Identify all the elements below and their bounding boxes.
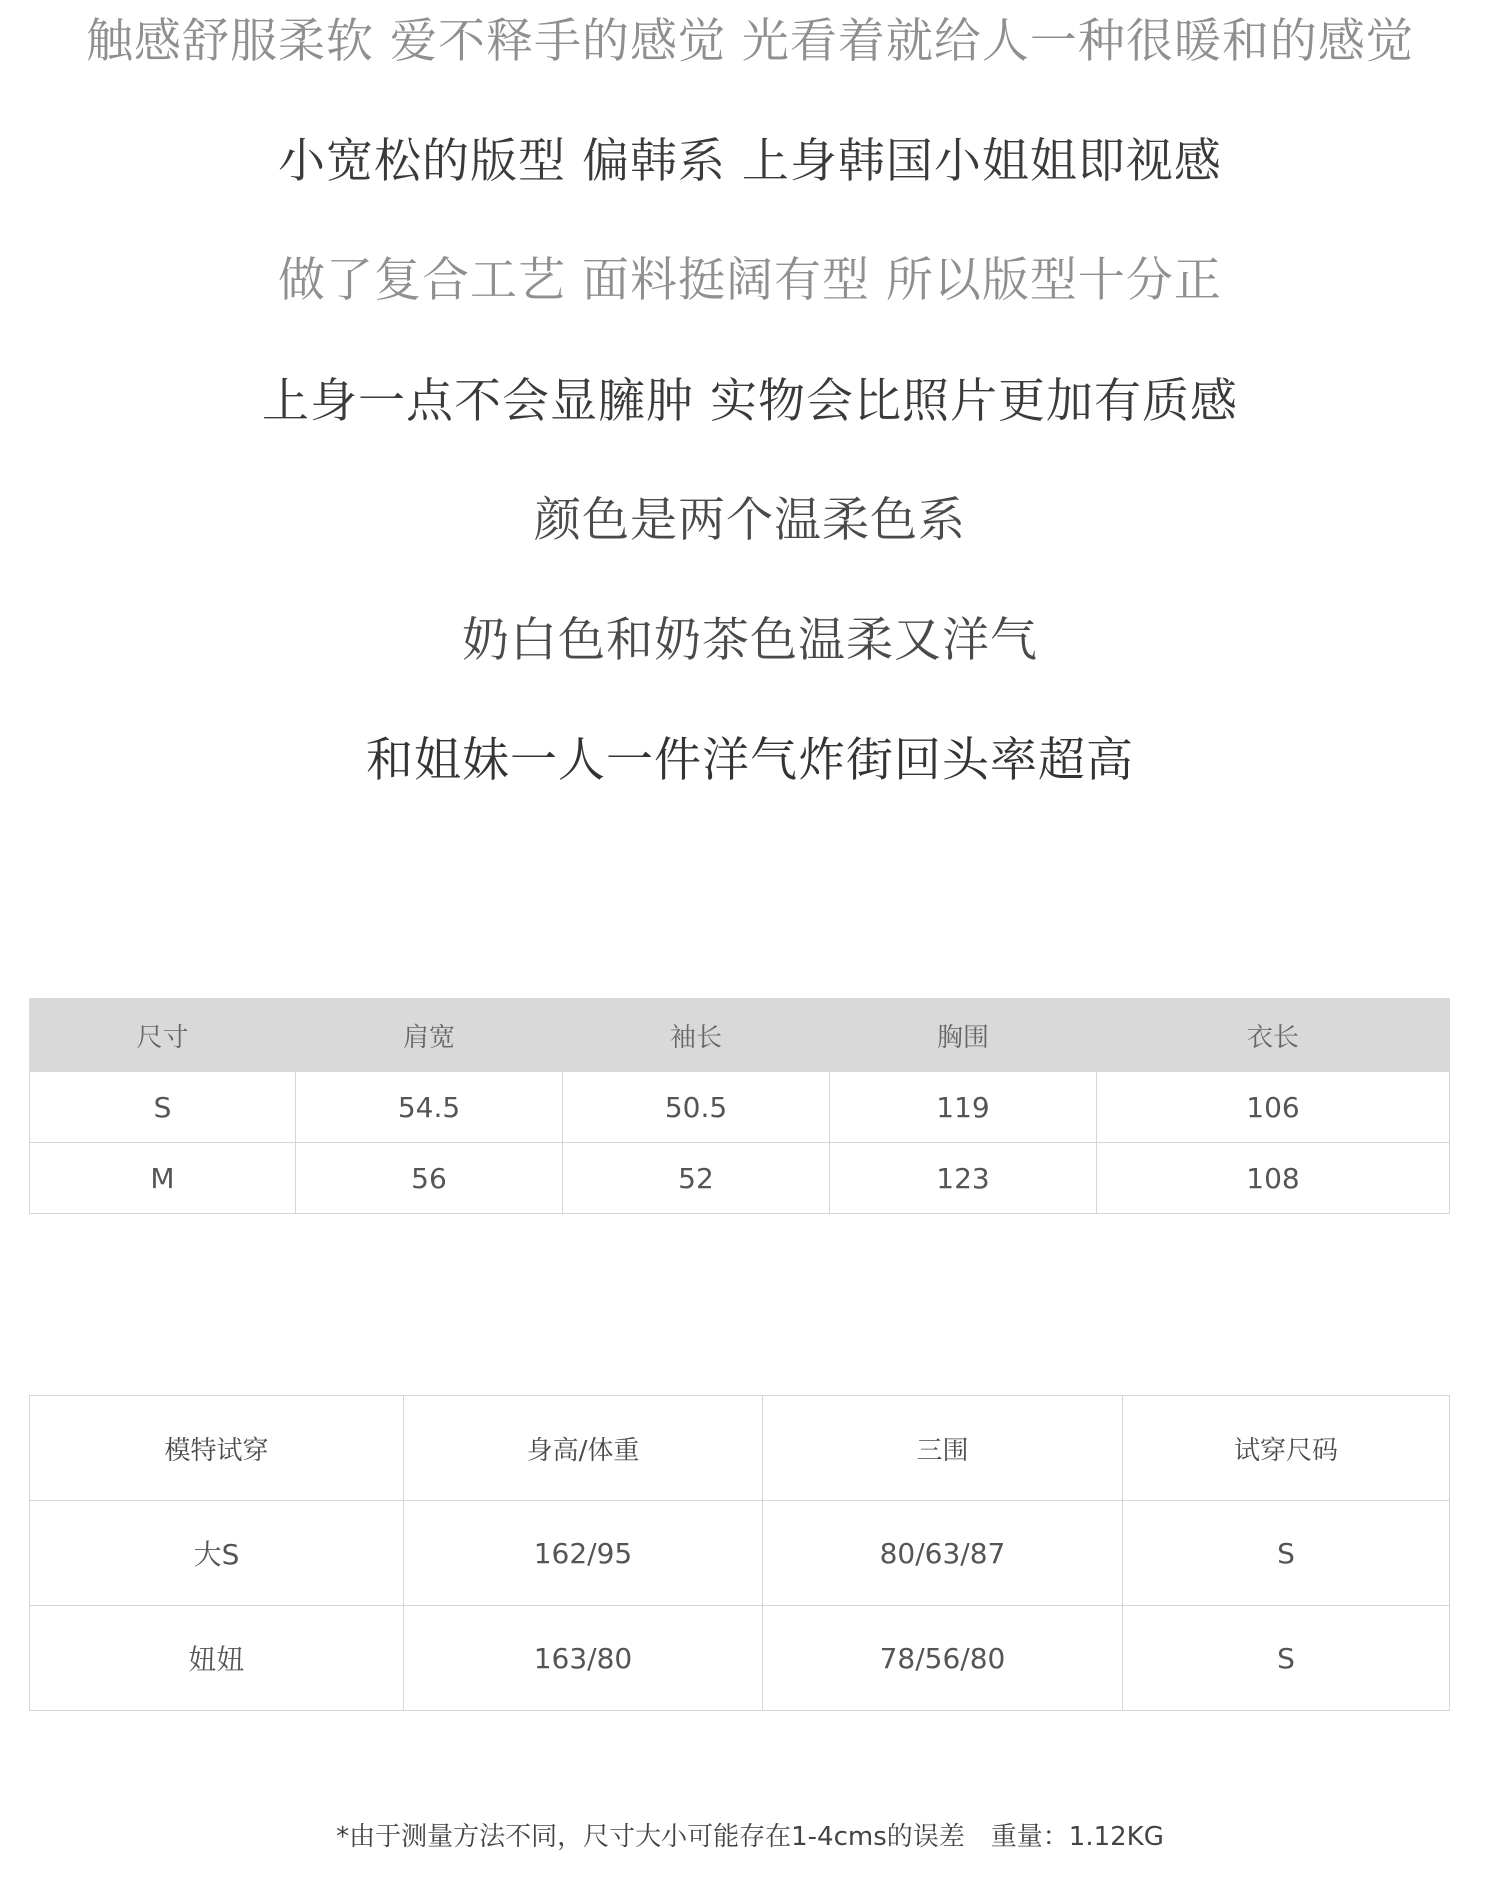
table-cell: S: [30, 1072, 296, 1143]
table-cell: M: [30, 1143, 296, 1214]
table-cell: 108: [1097, 1143, 1450, 1214]
table-cell: 80/63/87: [763, 1501, 1123, 1606]
weight-value: 1.12KG: [1068, 1822, 1164, 1852]
description-line: 小宽松的版型 偏韩系 上身韩国小姐姐即视感: [278, 134, 1222, 189]
table-cell: 163/80: [404, 1606, 763, 1711]
description-line: 和姐妹一人一件洋气炸街回头率超高: [366, 733, 1134, 788]
measurements-header-cell: 三围: [763, 1396, 1123, 1501]
table-cell: 50.5: [563, 1072, 830, 1143]
table-cell: S: [1123, 1501, 1450, 1606]
model-fit-header-row: [30, 1396, 1450, 1501]
table-cell: 78/56/80: [763, 1606, 1123, 1711]
description-line: 上身一点不会显臃肿 实物会比照片更加有质感: [262, 374, 1238, 429]
table-cell: 54.5: [296, 1072, 563, 1143]
height-weight-header-cell: 身高/体重: [404, 1396, 763, 1501]
size-header-cell: 尺寸: [30, 999, 296, 1072]
table-cell: 大S: [30, 1501, 404, 1606]
size-chart-header-row: [30, 999, 1450, 1072]
table-row: [30, 1143, 1450, 1214]
weight-label: 重量：: [990, 1822, 1069, 1852]
table-cell: S: [1123, 1606, 1450, 1711]
table-cell: 119: [830, 1072, 1097, 1143]
shoulder-header-cell: 肩宽: [296, 999, 563, 1072]
footnote: [0, 1816, 1500, 1853]
table-cell: 123: [830, 1143, 1097, 1214]
table-cell: 106: [1097, 1072, 1450, 1143]
model-header-cell: 模特试穿: [30, 1396, 404, 1501]
description-line: 做了复合工艺 面料挺阔有型 所以版型十分正: [278, 253, 1222, 308]
table-row: [30, 1072, 1450, 1143]
table-cell: 56: [296, 1143, 563, 1214]
measurement-note: *由于测量方法不同，尺寸大小可能存在1-4cms的误差: [336, 1822, 965, 1852]
chest-header-cell: 胸围: [830, 999, 1097, 1072]
length-header-cell: 衣长: [1097, 999, 1450, 1072]
description-line: 奶白色和奶茶色温柔又洋气: [462, 613, 1038, 668]
table-cell: 162/95: [404, 1501, 763, 1606]
table-row: [30, 1606, 1450, 1711]
table-row: [30, 1501, 1450, 1606]
description-line: 触感舒服柔软 爱不释手的感觉 光看着就给人一种很暖和的感觉: [86, 14, 1414, 69]
table-cell: 52: [563, 1143, 830, 1214]
table-cell: 妞妞: [30, 1606, 404, 1711]
sleeve-header-cell: 袖长: [563, 999, 830, 1072]
fit-size-header-cell: 试穿尺码: [1123, 1396, 1450, 1501]
description-line: 颜色是两个温柔色系: [534, 493, 966, 548]
model-fit-table: [29, 1395, 1450, 1711]
size-chart-table: [29, 998, 1450, 1214]
